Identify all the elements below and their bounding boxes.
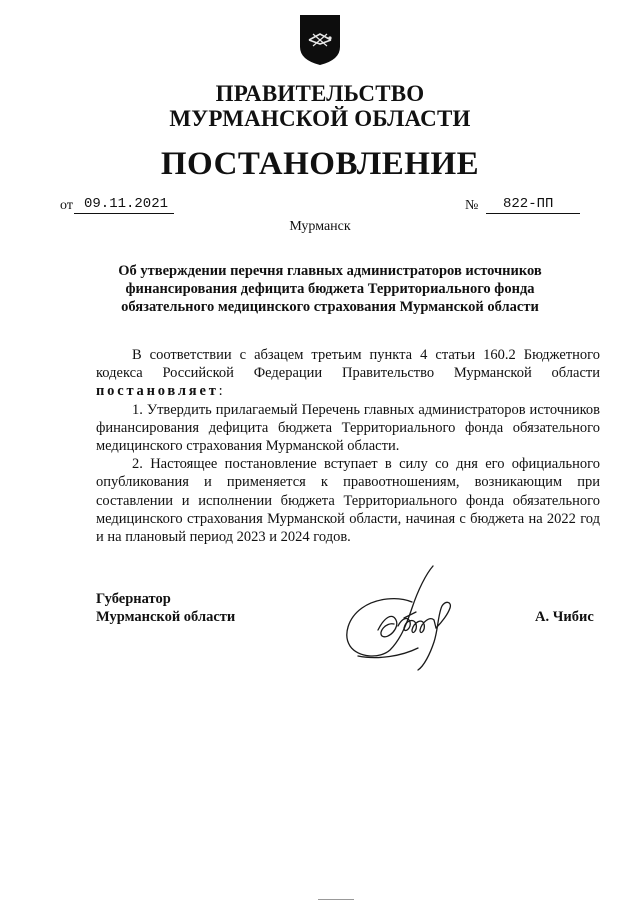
resolves-word: постановляет bbox=[96, 383, 219, 400]
handwritten-signature bbox=[338, 560, 488, 675]
preamble-paragraph bbox=[96, 346, 600, 401]
coat-of-arms-icon bbox=[299, 14, 341, 66]
org-name-line1: ПРАВИТЕЛЬСТВО bbox=[215, 81, 425, 106]
signatory-name: А. Чибис bbox=[535, 609, 594, 625]
signatory-title-line1: Губернатор bbox=[96, 591, 171, 607]
city: Мурманск bbox=[289, 219, 351, 234]
item-1-paragraph: 1. Утвердить прилагаемый Перечень главных администраторов источников финансирования дефицита бюджета Территориального фонда обязательного медицинского страхования Мурманской области. bbox=[96, 401, 600, 455]
signatory-title bbox=[96, 590, 235, 626]
org-name-line2: МУРМАНСКОЙ ОБЛАСТИ bbox=[169, 106, 471, 131]
document-body bbox=[96, 346, 600, 546]
page-edge-mark bbox=[318, 899, 354, 900]
document-number: 822-ПП bbox=[503, 196, 554, 212]
preamble-text: В соответствии с абзацем третьим пункта 4 статьи 160.2 Бюджетного кодекса Российской Федерации Правительство Мурманской области bbox=[96, 347, 600, 382]
signatory-title-line2: Мурманской области bbox=[96, 609, 236, 625]
resolves-colon: : bbox=[218, 383, 223, 400]
number-prefix: № bbox=[465, 198, 479, 213]
date-prefix: от bbox=[60, 198, 73, 213]
document-date: 09.11.2021 bbox=[84, 196, 169, 212]
item-2-paragraph: 2. Настоящее постановление вступает в силу со дня его официального опубликования и применяется к правоотношениям, возникающим при составлении и исполнении бюджета Территориального фонда обязательного медицинского страхования Мурманской области, начиная с бюджета на 2022 год и на плановый период 2023 и 2024 годов. bbox=[96, 456, 600, 546]
document-subject: Об утверждении перечня главных администраторов источников финансирования дефицита бюджета Территориального фонда обязательного медицинского страхования Мурманской области bbox=[118, 263, 542, 315]
document-type: ПОСТАНОВЛЕНИЕ bbox=[160, 146, 480, 182]
